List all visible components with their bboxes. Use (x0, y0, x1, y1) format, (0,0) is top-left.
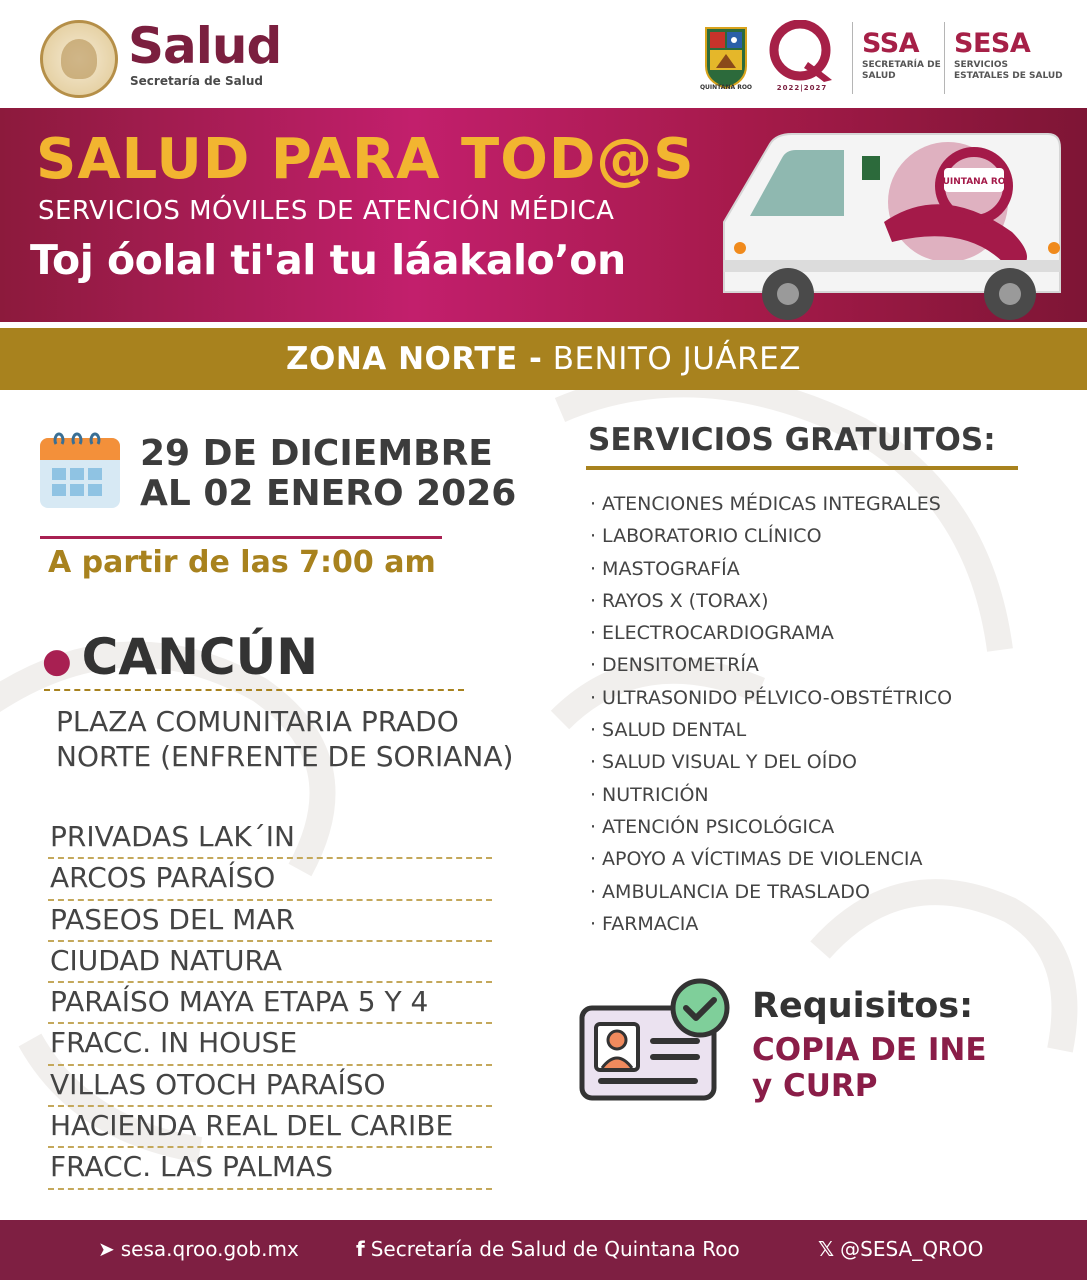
requirements-text (752, 1032, 987, 1104)
venue-address (56, 704, 556, 774)
service-item: · APOYO A VÍCTIMAS DE VIOLENCIA (590, 848, 923, 871)
zone-bar (0, 328, 1087, 390)
venue-line-1: PLAZA COMUNITARIA PRADO (56, 705, 459, 738)
hero-banner (0, 108, 1087, 322)
facebook-link[interactable]: Secretaría de Salud de Quintana Roo (370, 1237, 740, 1261)
quintana-roo-label: QUINTANA ROO (699, 84, 753, 91)
list-item: PRIVADAS LAK´IN (48, 818, 492, 859)
ssa-logo (862, 28, 942, 82)
service-item: · ATENCIÓN PSICOLÓGICA (590, 815, 835, 838)
sesa-logo (954, 28, 1064, 82)
services-list (590, 488, 952, 940)
website-link[interactable]: sesa.qroo.gob.mx (120, 1237, 299, 1261)
requirement-line-2: y CURP (752, 1068, 878, 1104)
requirements-title: Requisitos: (752, 986, 974, 1026)
neighborhood-list (48, 818, 492, 1190)
start-time: A partir de las 7:00 am (48, 545, 436, 580)
banner-title: SALUD PARA TOD@S (36, 127, 695, 192)
ssa-subtitle: SECRETARÍA DE SALUD (862, 60, 941, 81)
national-seal-logo (40, 20, 118, 98)
bullet-icon: ● (42, 640, 72, 681)
city-heading (42, 628, 318, 686)
quintana-roo-shield-logo (702, 22, 750, 90)
header-divider (944, 22, 945, 94)
footer-website[interactable] (98, 1237, 299, 1261)
brand-title: Salud (128, 17, 282, 75)
date-line-1: 29 DE DICIEMBRE (140, 433, 493, 474)
service-item: · FARMACIA (590, 912, 699, 935)
header (0, 0, 1087, 108)
list-item: CIUDAD NATURA (48, 942, 492, 983)
service-item: · LABORATORIO CLÍNICO (590, 525, 822, 548)
list-item: FRACC. LAS PALMAS (48, 1148, 492, 1189)
service-item: · SALUD VISUAL Y DEL OÍDO (590, 751, 857, 774)
cursor-icon: ➤ (98, 1237, 115, 1261)
service-item: · NUTRICIÓN (590, 783, 709, 806)
requirement-line-1: COPIA DE INE (752, 1032, 987, 1068)
zone-label: ZONA NORTE - (286, 341, 543, 377)
city-divider (44, 689, 464, 691)
service-item: · ELECTROCARDIOGRAMA (590, 622, 834, 645)
service-item: · AMBULANCIA DE TRASLADO (590, 880, 870, 903)
sesa-title: SESA (954, 28, 1031, 59)
list-item: FRACC. IN HOUSE (48, 1024, 492, 1065)
banner-maya-text: Toj óolal ti'al tu láakalo’on (30, 236, 626, 284)
date-divider (40, 536, 442, 539)
services-title: SERVICIOS GRATUITOS: (588, 422, 996, 458)
ssa-title: SSA (862, 28, 920, 59)
footer-twitter[interactable] (818, 1237, 983, 1261)
services-divider (586, 466, 1018, 470)
facebook-icon: f (356, 1237, 365, 1261)
list-item: VILLAS OTOCH PARAÍSO (48, 1066, 492, 1107)
service-item: · RAYOS X (TORAX) (590, 589, 769, 612)
event-date (140, 434, 516, 514)
twitter-link[interactable]: @SESA_QROO (840, 1237, 984, 1261)
header-divider (852, 22, 853, 94)
service-item: · ATENCIONES MÉDICAS INTEGRALES (590, 493, 941, 515)
calendar-icon (38, 428, 122, 510)
brand-subtitle: Secretaría de Salud (130, 74, 263, 88)
service-item: · DENSITOMETRÍA (590, 654, 759, 677)
banner-subtitle: SERVICIOS MÓVILES DE ATENCIÓN MÉDICA (38, 196, 615, 226)
list-item: PARAÍSO MAYA ETAPA 5 Y 4 (48, 983, 492, 1024)
date-line-2: AL 02 ENERO 2026 (140, 473, 517, 514)
id-card-check-icon (578, 978, 734, 1102)
x-icon: 𝕏 (818, 1237, 835, 1261)
list-item: HACIENDA REAL DEL CARIBE (48, 1107, 492, 1148)
q-government-logo (768, 20, 836, 84)
service-item: · SALUD DENTAL (590, 719, 747, 742)
list-item: PASEOS DEL MAR (48, 901, 492, 942)
list-item: ARCOS PARAÍSO (48, 859, 492, 900)
footer (0, 1220, 1087, 1280)
mobile-clinic-van-illustration (712, 122, 1072, 322)
city-name: CANCÚN (81, 628, 319, 686)
sesa-subtitle: SERVICIOS ESTATALES DE SALUD (954, 60, 1063, 81)
service-item: · ULTRASONIDO PÉLVICO-OBSTÉTRICO (590, 686, 953, 709)
service-item: · MASTOGRAFÍA (590, 557, 740, 580)
venue-line-2: NORTE (ENFRENTE DE SORIANA) (56, 740, 514, 773)
government-years: 2022|2027 (776, 84, 828, 92)
zone-municipality: BENITO JUÁREZ (552, 341, 801, 377)
van-logo-text: QUINTANA ROO (934, 177, 1014, 187)
footer-facebook[interactable] (356, 1237, 740, 1261)
